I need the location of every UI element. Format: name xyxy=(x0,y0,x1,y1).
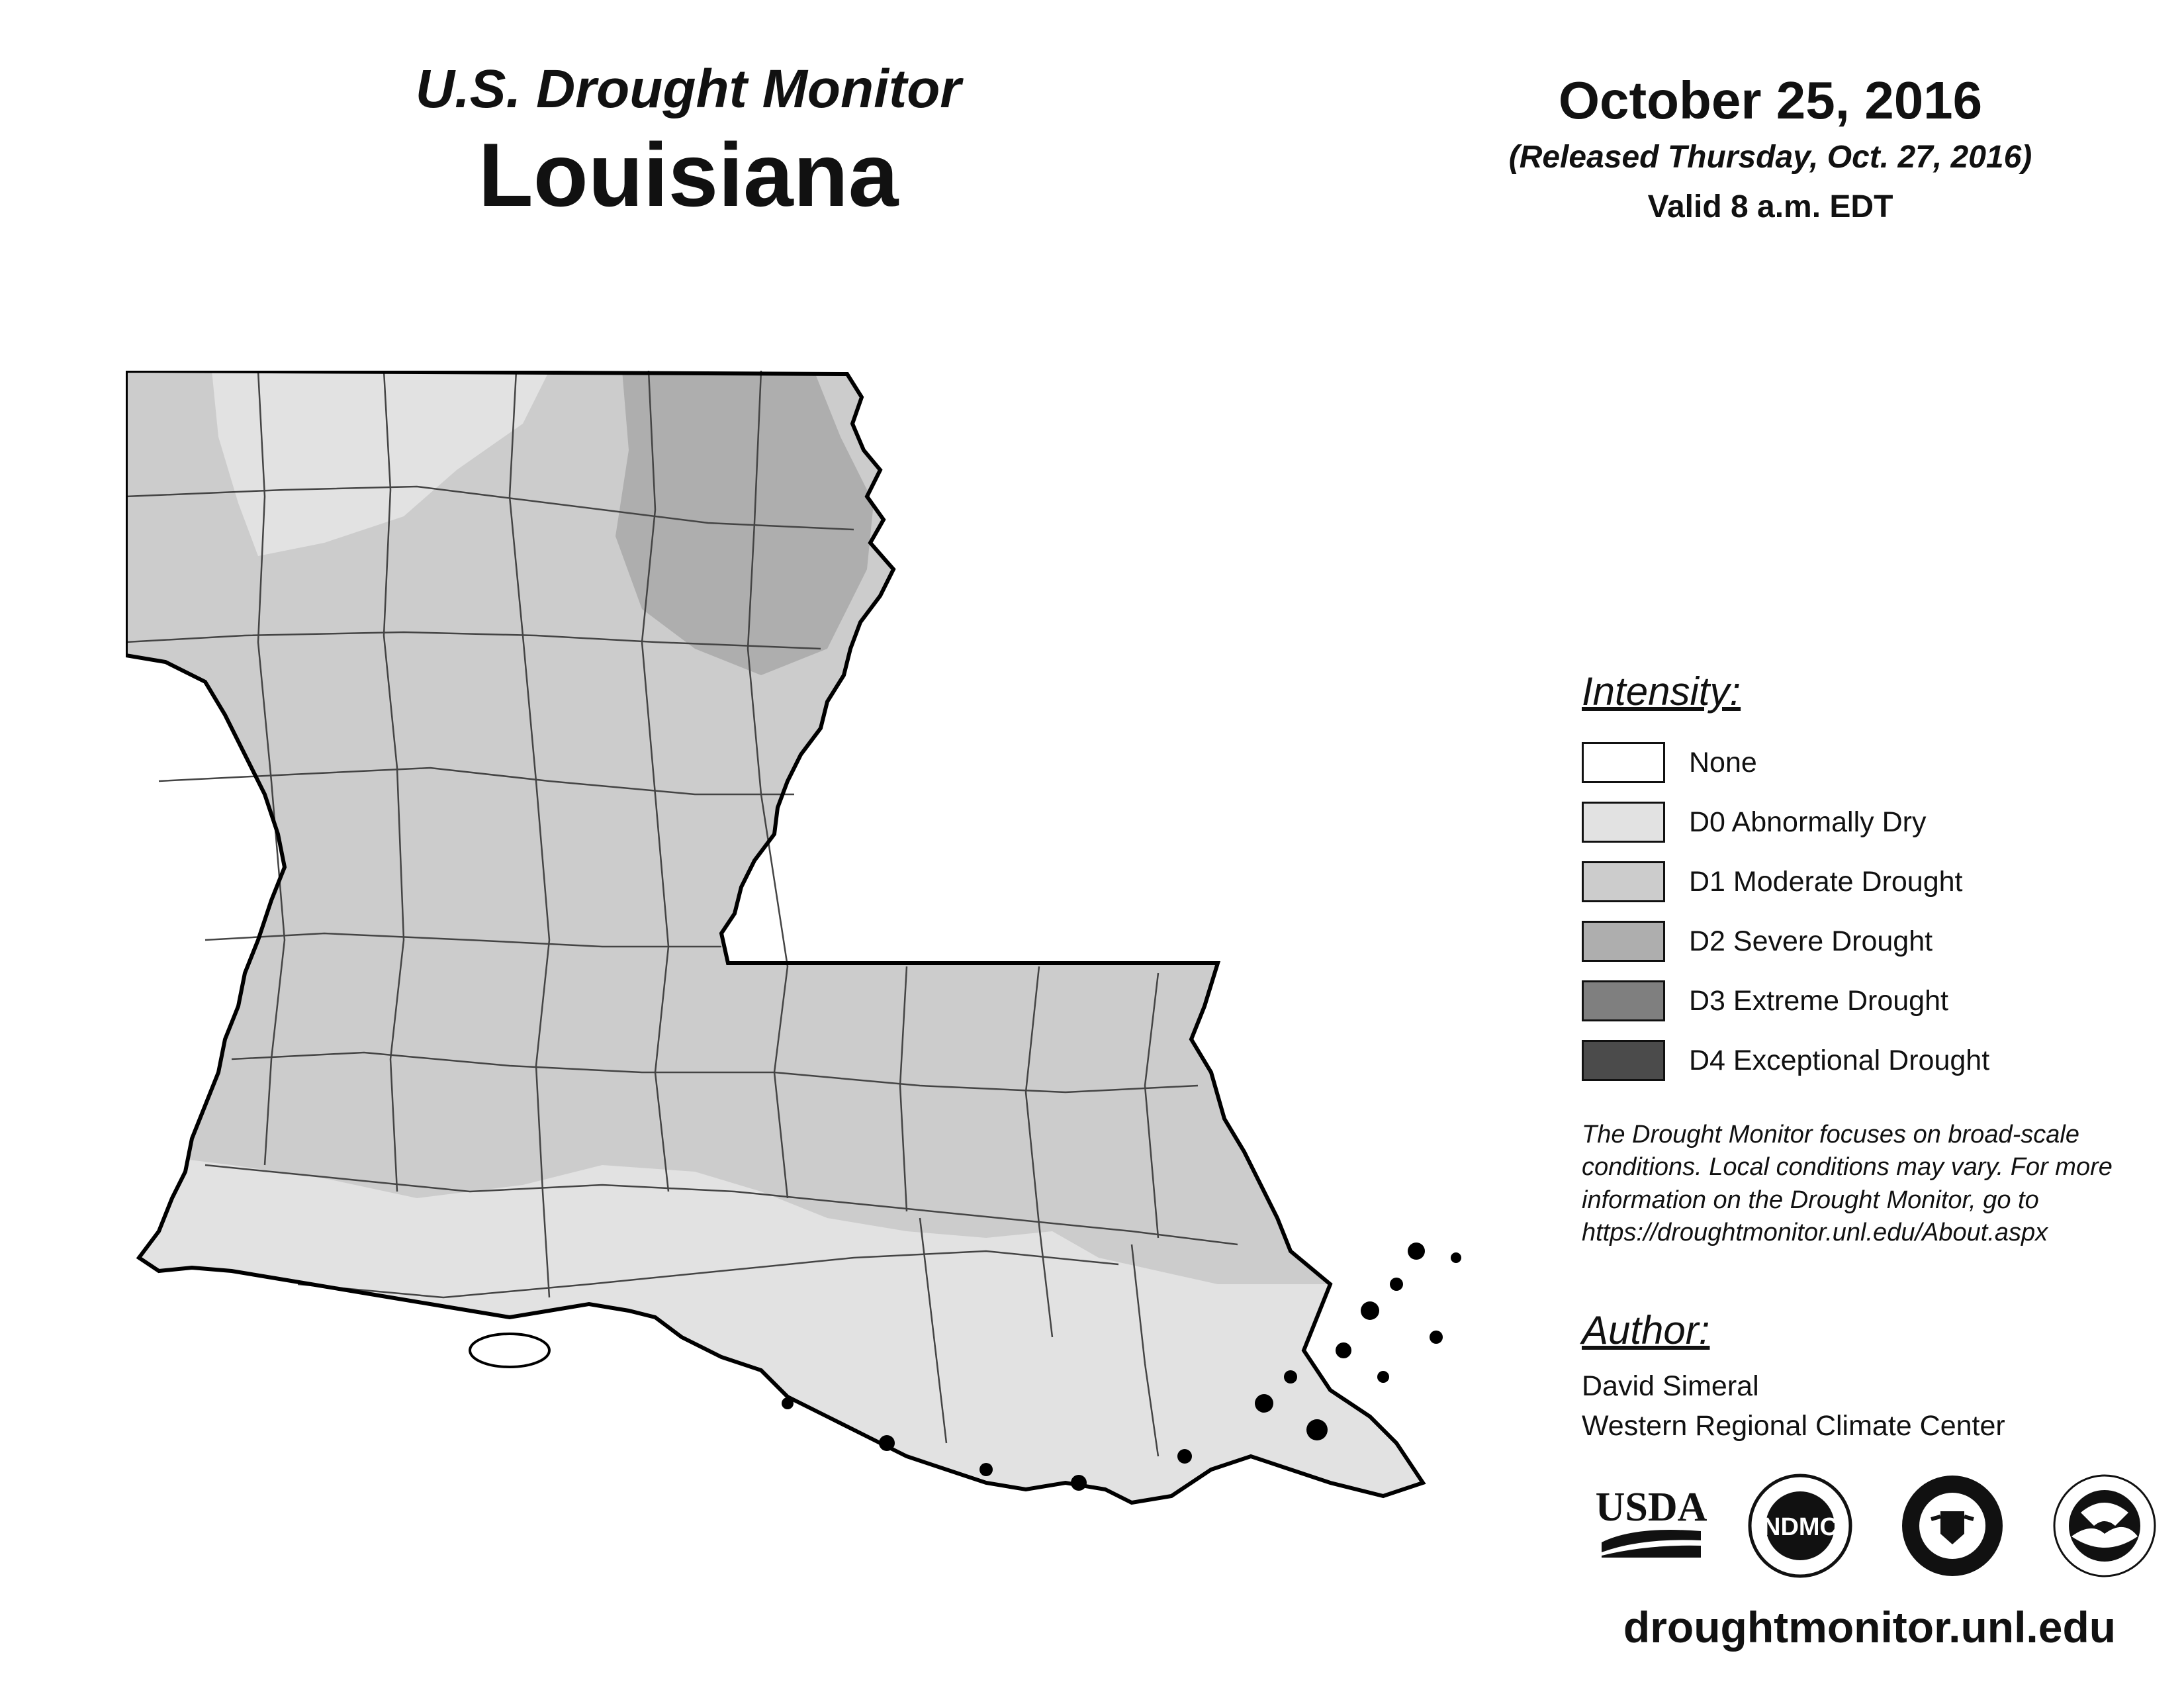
commerce-seal xyxy=(1899,1473,2005,1579)
noaa-logo xyxy=(2052,1473,2158,1579)
site-url: droughtmonitor.unl.edu xyxy=(1623,1603,2116,1652)
louisiana-map xyxy=(126,371,1502,1615)
map-date: October 25, 2016 xyxy=(1558,71,1983,130)
author-heading: Author: xyxy=(1582,1308,1710,1352)
legend-label: D2 Severe Drought xyxy=(1689,925,1933,957)
date-block xyxy=(1456,71,2085,225)
legend-heading: Intensity: xyxy=(1582,669,1741,714)
title-block xyxy=(357,60,1019,227)
legend-swatch xyxy=(1582,921,1665,962)
legend-item xyxy=(1582,792,2151,852)
valid-time: Valid 8 a.m. EDT xyxy=(1647,189,1893,224)
author-name: David Simeral xyxy=(1582,1370,1759,1402)
partner-logos xyxy=(1582,1473,2177,1585)
intensity-legend xyxy=(1582,669,2151,1090)
legend-label: None xyxy=(1689,746,1757,778)
legend-label: D0 Abnormally Dry xyxy=(1689,806,1927,838)
map-subtitle: U.S. Drought Monitor xyxy=(415,59,962,119)
map-title: Louisiana xyxy=(478,124,899,226)
legend-label: D3 Extreme Drought xyxy=(1689,984,1948,1017)
d0-south xyxy=(126,1152,1502,1615)
legend-item xyxy=(1582,733,2151,792)
legend-label: D1 Moderate Drought xyxy=(1689,865,1963,898)
release-date: (Released Thursday, Oct. 27, 2016) xyxy=(1508,140,2032,175)
legend-item xyxy=(1582,971,2151,1031)
legend-item xyxy=(1582,1031,2151,1090)
legend-swatch xyxy=(1582,1040,1665,1081)
svg-text:USDA: USDA xyxy=(1595,1485,1707,1530)
author-org: Western Regional Climate Center xyxy=(1582,1410,2005,1442)
marsh-island xyxy=(470,1334,549,1367)
legend-swatch xyxy=(1582,861,1665,902)
ndmc-logo xyxy=(1747,1473,1853,1579)
svg-text:NDMC: NDMC xyxy=(1762,1513,1838,1541)
legend-swatch xyxy=(1582,980,1665,1021)
legend-item xyxy=(1582,912,2151,971)
legend-swatch xyxy=(1582,802,1665,843)
usda-logo xyxy=(1595,1479,1707,1566)
legend-label: D4 Exceptional Drought xyxy=(1689,1044,1990,1076)
disclaimer-note: The Drought Monitor focuses on broad-scale conditions. Local conditions may vary. For more information on the Drought Monitor, go to https://droughtmonitor.unl.edu/About.aspx xyxy=(1582,1121,2113,1247)
legend-swatch xyxy=(1582,742,1665,783)
legend-item xyxy=(1582,852,2151,912)
map-svg xyxy=(126,371,1502,1615)
